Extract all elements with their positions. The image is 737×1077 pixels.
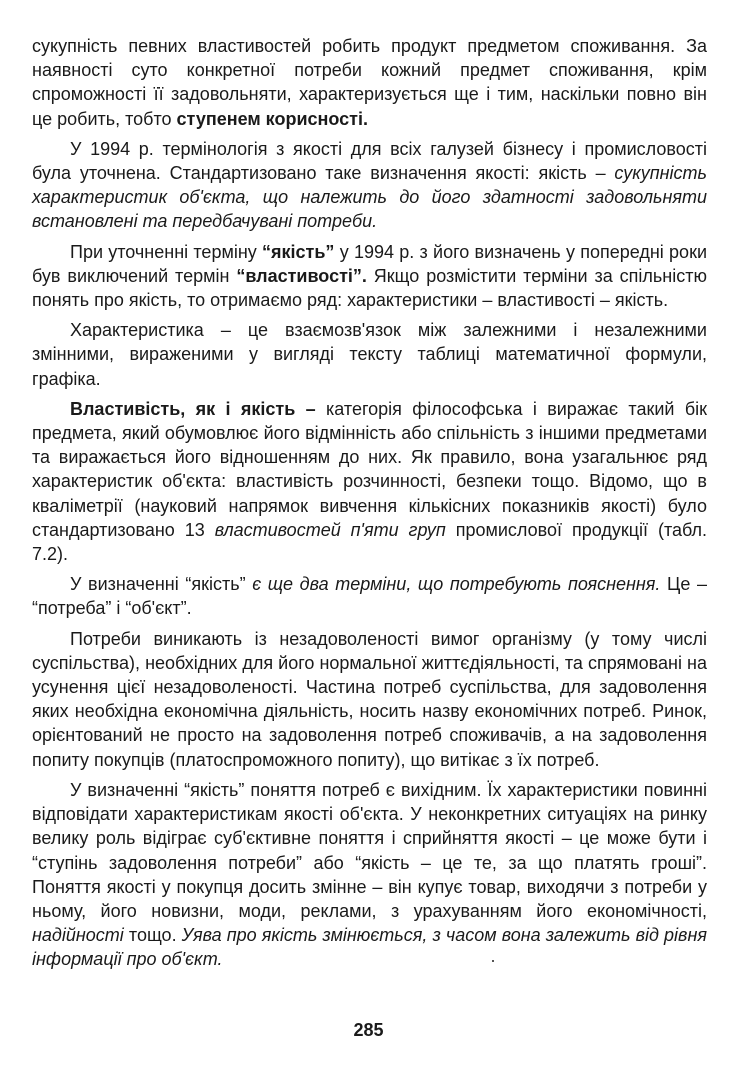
paragraph-two-terms: У визначенні “якість” є ще два терміни, що потребують пояснення. Це – “потреба” і “об'єкт”. (32, 574, 707, 619)
scan-speck (492, 960, 494, 962)
paragraph-needs: Потреби виникають із незадоволеності вимог організму (у тому числі суспільства), необхідних для його нормальної життєдіяльності, та спрямовані на усунення цієї незадоволеності. Частина потреб суспільства, для задоволення яких необхідна економічна діяльність, носить назву економічних потреб. Ринок, орієнтований не просто на задоволення потреб споживачів, а на задоволення попиту покупців (платоспроможного попиту), що витікає з їх потреб. (32, 628, 707, 770)
paragraph-needs-quality: У визначенні “якість” поняття потреб є вихідним. Їх характеристики повинні відповідати характеристикам якості об'єкта. У неконкретних ситуаціях на ринку велику роль відіграє суб'єктивне поняття і сприйняття якості – це може бути і “ступінь задоволення потреби” або “якість – це те, за що платять гроші”. Поняття якості у покупця досить змінне – він купує товар, виходячи з потреби у ньому, його новизни, моди, реклами, з урахуванням його економічності, надійності тощо. Уява про якість змінюється, з часом вона залежить від рівня інформації про об'єкт. (32, 779, 707, 970)
page-number: 285 (353, 1020, 384, 1040)
term-usefulness-degree: ступенем корисності. (176, 108, 368, 129)
paragraph-continuation: сукупність певних властивостей робить продукт предметом споживання. За наявності суто конкретної потреби кожний предмет споживання, крім спроможності її задовольняти, характеризується ще і тим, наскільки повно він це робить, тобто ступенем корисності. (32, 36, 707, 129)
paragraph-quality-definition: У 1994 р. термінологія з якості для всіх галузей бізнесу і промисловості була уточнена. Стандартизовано таке визначення якості: якість – сукупність характеристик об'єкта, що належить до його здатності задовольняти встановлені та передбачувані потреби. (32, 138, 707, 232)
body-text (32, 34, 707, 972)
paragraph-characteristic: Характеристика – це взаємозв'язок між залежними і незалежними змінними, вираженими у вигляді тексту таблиці математичної формули, графіка. (32, 320, 707, 389)
quality-definition-italic: сукупність характеристик об'єкта, що належить до його здатності задовольняти встановлені та передбачувані потреби. (32, 163, 707, 232)
paragraph-term-clarification: При уточненні терміну “якість” у 1994 р. з його визначень у попередні роки був виключений термін “властивості”. Якщо розмістити терміни за спільністю понять про якість, то отримаємо ряд: характеристики – властивості – якість. (32, 241, 707, 311)
paragraph-property: Властивість, як і якість – категорія філософська і виражає такий бік предмета, який обумовлює його відмінність або спільність з іншими предметами та виражається його відношенням до них. Як правило, вона узагальнює ряд характеристик об'єкта: властивість розчинності, безпеки тощо. Відомо, що в кваліметрії (науковий напрямок вивчення кількісних показників якості) було стандартизовано 13 властивостей п'яти груп промислової продукції (табл. 7.2). (32, 398, 708, 565)
